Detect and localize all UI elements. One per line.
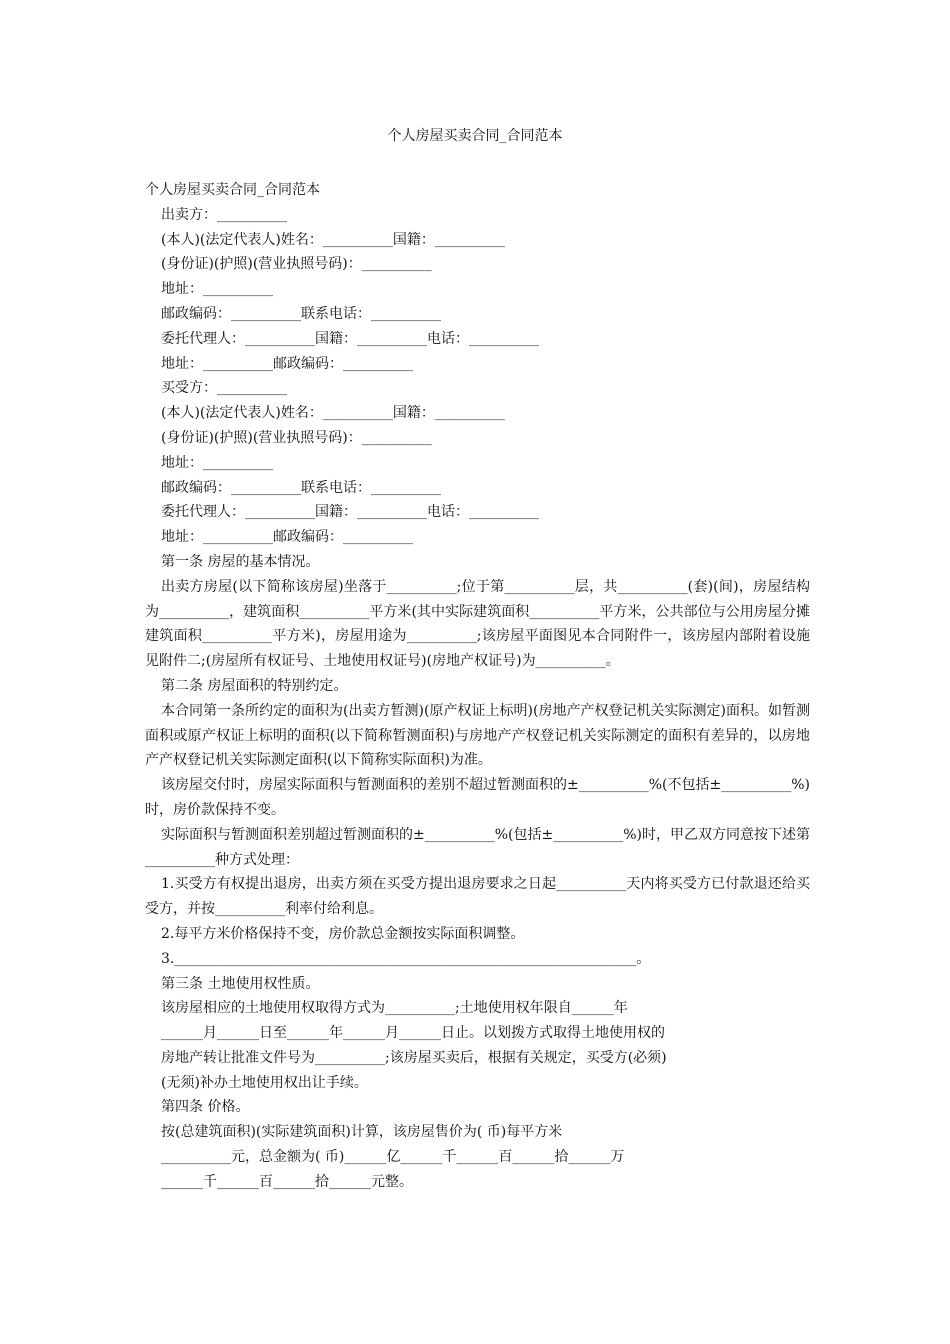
contract-line: (本人)(法定代表人)姓名：__________国籍：__________ [161,405,505,422]
contract-line: ______月______日至______年______月______日止。以划拨方式取得土地使用权的 [161,1025,665,1042]
contract-line: 委托代理人：__________国籍：__________电话：__________ [161,330,539,347]
contract-line: 第三条 土地使用权性质。 [161,975,320,992]
contract-line: 第四条 价格。 [161,1099,250,1116]
contract-line: 按(总建筑面积)(实际建筑面积)计算，该房屋售价为( 币)每平方米 [161,1124,563,1141]
contract-line: 地址：__________邮政编码：__________ [161,355,413,372]
contract-line: 委托代理人：__________国籍：__________电话：__________ [161,504,539,521]
contract-line: 地址：__________ [161,454,273,471]
contract-line: 地址：__________ [161,281,273,298]
contract-line: (身份证)(护照)(营业执照号码)：__________ [161,429,432,446]
contract-paragraph: 该房屋交付时，房屋实际面积与暂测面积的差别不超过暂测面积的±__________%(不包括±__________%)时，房价款保持不变。 [145,777,810,818]
contract-line: ______千______百______拾______元整。 [161,1173,413,1190]
contract-paragraph: 本合同第一条所约定的面积为(出卖方暂测)(原产权证上标明)(房地产产权登记机关实际测定)面积。如暂测面积或原产权证上标明的面积(以下简称暂测面积)与房地产产权登记机关实际测定的面积有差异的，以房地产产权登记机关实际测定面积(以下简称实际面积)为准。 [145,702,810,769]
contract-line: 地址：__________邮政编码：__________ [161,529,413,546]
contract-line: __________元，总金额为( 币)______亿______千______百______拾______万 [161,1149,625,1166]
contract-line: 第一条 房屋的基本情况。 [161,553,320,570]
contract-line: 邮政编码：__________联系电话：__________ [161,479,441,496]
contract-line: 出卖方：__________ [161,206,287,223]
contract-body [145,178,810,1195]
contract-line: 邮政编码：__________联系电话：__________ [161,305,441,322]
contract-line: 房地产转让批准文件号为__________;该房屋买卖后，根据有关规定，买受方(必须) [161,1049,667,1066]
contract-paragraph: 实际面积与暂测面积差别超过暂测面积的±__________%(包括±__________%)时，甲乙双方同意按下述第__________种方式处理： [145,826,810,868]
contract-line: 买受方：__________ [161,380,287,397]
contract-paragraph: 出卖方房屋(以下简称该房屋)坐落于__________;位于第__________层，共__________(套)(间)，房屋结构为__________，建筑面积__________平方米(其中实际建筑面积__________平方米，公共部位与公用房屋分摊建筑面积__________平方米)，房屋用途为__________;该房屋平面图见本合同附件一，该房屋内部附着设施见附件二;(房屋所有权证号、土地使用权证号)(房地产权证号)为__________。 [145,578,810,670]
contract-line: (本人)(法定代表人)姓名：__________国籍：__________ [161,231,505,248]
contract-line: 3.__________________________________________________________________。 [161,950,651,967]
contract-line: (身份证)(护照)(营业执照号码)：__________ [161,256,432,273]
document-title: 个人房屋买卖合同_合同范本 [387,128,563,144]
contract-paragraph: 1.买受方有权提出退房，出卖方须在买受方提出退房要求之日起__________天内将买受方已付款退还给买受方，并按__________利率付给利息。 [145,876,810,918]
contract-line: 第二条 房屋面积的特别约定。 [161,677,348,694]
contract-line: (无须)补办土地使用权出让手续。 [161,1074,368,1091]
contract-line: 该房屋相应的土地使用权取得方式为__________;土地使用权年限自______年 [161,1000,628,1017]
contract-line: 2.每平方米价格保持不变，房价款总金额按实际面积调整。 [161,925,525,942]
contract-line: 个人房屋买卖合同_合同范本 [145,182,320,198]
